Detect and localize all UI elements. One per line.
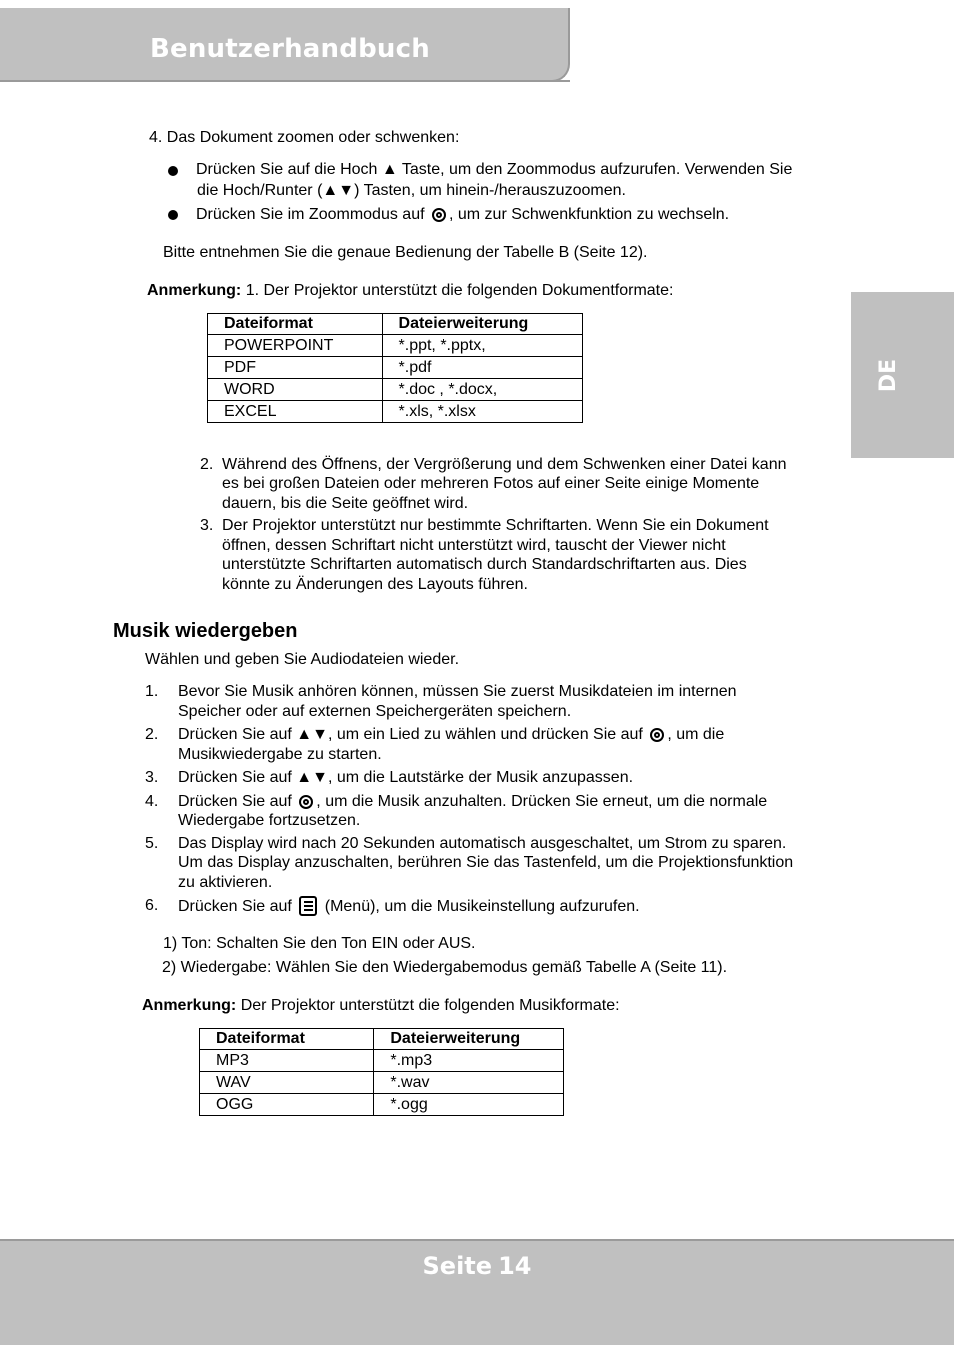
note-item-line: dauern, bis die Seite geöffnet wird. (222, 495, 469, 512)
music-step-4-line-1 (178, 792, 767, 812)
music-step-text: Speicher oder auf externen Speichergeräten speichern. (178, 703, 572, 720)
document-formats-table (207, 313, 583, 423)
table-row (208, 335, 583, 357)
music-formats-table (199, 1028, 564, 1116)
music-step-text: Musikwiedergabe zu starten. (178, 746, 382, 763)
down-arrow-icon: ▼ (312, 726, 328, 743)
step-4 (149, 128, 459, 148)
music-step-text: Drücken Sie auf (178, 898, 292, 915)
language-side-tab-label-wrap (851, 292, 927, 458)
menu-button-icon (299, 896, 317, 916)
note-item-number: 3. (200, 517, 214, 534)
music-intro: Wählen und geben Sie Audiodateien wieder. (145, 651, 460, 668)
section-title-music: Musik wiedergeben (113, 620, 298, 642)
table-row (200, 1094, 564, 1116)
bullet-1-line-2 (197, 181, 626, 201)
music-step-text: Bevor Sie Musik anhören können, müssen Sie zuerst Musikdateien im internen (178, 683, 737, 700)
bullet-1-line-1 (196, 160, 792, 180)
page-number: 14 (498, 1252, 532, 1280)
table-row (208, 379, 583, 401)
table-cell: *.mp3 (374, 1050, 564, 1072)
language-side-tab-label: DE (876, 358, 902, 392)
ok-button-icon (650, 728, 664, 742)
table-cell: POWERPOINT (208, 335, 383, 357)
bullet-text: die Hoch/Runter ( (197, 182, 323, 199)
music-step-number: 1. (145, 683, 159, 700)
table-reference: Bitte entnehmen Sie die genaue Bedienung der Tabelle B (Seite 12). (163, 244, 648, 261)
music-step-text: Das Display wird nach 20 Sekunden automatisch ausgeschaltet, um Strom zu sparen. (178, 835, 787, 852)
table-row (200, 1072, 564, 1094)
music-sub-item: 2) Wiedergabe: Wählen Sie den Wiedergabemodus gemäß Tabelle A (Seite 11). (162, 959, 728, 976)
up-arrow-icon: ▲ (296, 769, 313, 786)
bullet-text: ) Tasten, um hinein-/herauszuzoomen. (354, 182, 626, 199)
note-item-line: könnte zu Änderungen des Layouts führen. (222, 576, 528, 593)
table-row (200, 1050, 564, 1072)
music-step-text: (Menü), um die Musikeinstellung aufzurufen. (324, 898, 640, 915)
header-divider (0, 80, 570, 82)
bullet-text: Drücken Sie im Zoommodus auf (196, 206, 425, 223)
table-row (208, 401, 583, 423)
table-cell: *.pdf (382, 357, 582, 379)
note-label: Anmerkung: (147, 282, 242, 299)
up-arrow-icon: ▲ (296, 726, 313, 743)
bullet-dot (168, 210, 178, 220)
note-text: Der Projektor unterstützt die folgenden Musikformate: (240, 997, 620, 1014)
step-number: 4. (149, 129, 163, 146)
table-header-cell: Dateierweiterung (374, 1029, 564, 1050)
note-item-line: Der Projektor unterstützt nur bestimmte Schriftarten. Wenn Sie ein Dokument (222, 517, 769, 534)
table-cell: MP3 (200, 1050, 374, 1072)
music-step-2-line-1 (178, 725, 724, 745)
table-header-cell: Dateierweiterung (382, 314, 582, 335)
ok-button-icon (432, 208, 446, 222)
page-label: Seite (422, 1252, 493, 1280)
note-item-line: Während des Öffnens, der Vergrößerung und dem Schwenken einer Datei kann (222, 456, 787, 473)
page-number-label (0, 1252, 954, 1280)
table-header-cell: Dateiformat (200, 1029, 374, 1050)
music-step-text: Drücken Sie auf (178, 793, 292, 810)
bullet-text: , um zur Schwenkfunktion zu wechseln. (448, 206, 730, 223)
table-cell: *.ogg (374, 1094, 564, 1116)
music-sub-item: 1) Ton: Schalten Sie den Ton EIN oder AUS. (163, 935, 476, 952)
music-step-text: Drücken Sie auf (178, 726, 292, 743)
music-step-text: , um die Musik anzuhalten. Drücken Sie erneut, um die normale (316, 793, 768, 810)
table-cell: WAV (200, 1072, 374, 1094)
music-step-text: , um ein Lied zu wählen und drücken Sie auf (327, 726, 643, 743)
table-header-row (200, 1029, 564, 1050)
note-text: 1. Der Projektor unterstützt die folgenden Dokumentformate: (245, 282, 674, 299)
table-header-cell: Dateiformat (208, 314, 383, 335)
table-cell: *.doc , *.docx, (382, 379, 582, 401)
note-item-line: es bei großen Dateien oder mehreren Fotos auf einer Seite einige Momente (222, 475, 760, 492)
table-cell: EXCEL (208, 401, 383, 423)
ok-button-icon (299, 795, 313, 809)
table-cell: WORD (208, 379, 383, 401)
music-step-text: Drücken Sie auf (178, 769, 292, 786)
table-cell: *.ppt, *.pptx, (382, 335, 582, 357)
table-cell: *.xls, *.xlsx (382, 401, 582, 423)
page-header-title: Benutzerhandbuch (150, 34, 430, 64)
table-row (208, 357, 583, 379)
music-step-6 (178, 896, 640, 917)
note-2 (142, 996, 620, 1016)
music-step-number: 3. (145, 769, 159, 786)
music-step-text: zu aktivieren. (178, 874, 273, 891)
note-label: Anmerkung: (142, 997, 237, 1014)
note-item-line: unterstützte Schriftarten automatisch durch Standardschriftarten aus. Dies (222, 556, 747, 573)
bullet-text: Taste, um den Zoommodus aufzurufen. Verwenden Sie (401, 161, 793, 178)
step-text: Das Dokument zoomen oder schwenken: (166, 129, 460, 146)
up-arrow-icon: ▲ (381, 161, 398, 178)
music-step-text: Wiedergabe fortzusetzen. (178, 812, 361, 829)
table-cell: OGG (200, 1094, 374, 1116)
up-arrow-icon: ▲ (322, 182, 339, 199)
music-step-number: 4. (145, 793, 159, 810)
music-step-text: Um das Display anzuschalten, berühren Sie das Tastenfeld, um die Projektionsfunktion (178, 854, 794, 871)
music-step-text: , um die Lautstärke der Musik anzupassen. (327, 769, 634, 786)
down-arrow-icon: ▼ (312, 769, 328, 786)
music-step-number: 5. (145, 835, 159, 852)
music-step-number: 2. (145, 726, 159, 743)
bullet-dot (168, 166, 178, 176)
note-item-line: öffnen, dessen Schriftart nicht unterstützt wird, tauscht der Viewer nicht (222, 537, 726, 554)
music-step-number: 6. (145, 897, 159, 914)
bullet-text: Drücken Sie auf die Hoch (196, 161, 378, 178)
table-cell: PDF (208, 357, 383, 379)
table-cell: *.wav (374, 1072, 564, 1094)
note-1 (147, 281, 673, 301)
note-item-number: 2. (200, 456, 214, 473)
music-step-3 (178, 768, 633, 788)
bullet-2 (196, 205, 729, 225)
table-header-row (208, 314, 583, 335)
down-arrow-icon: ▼ (338, 182, 355, 199)
music-step-text: , um die (667, 726, 725, 743)
